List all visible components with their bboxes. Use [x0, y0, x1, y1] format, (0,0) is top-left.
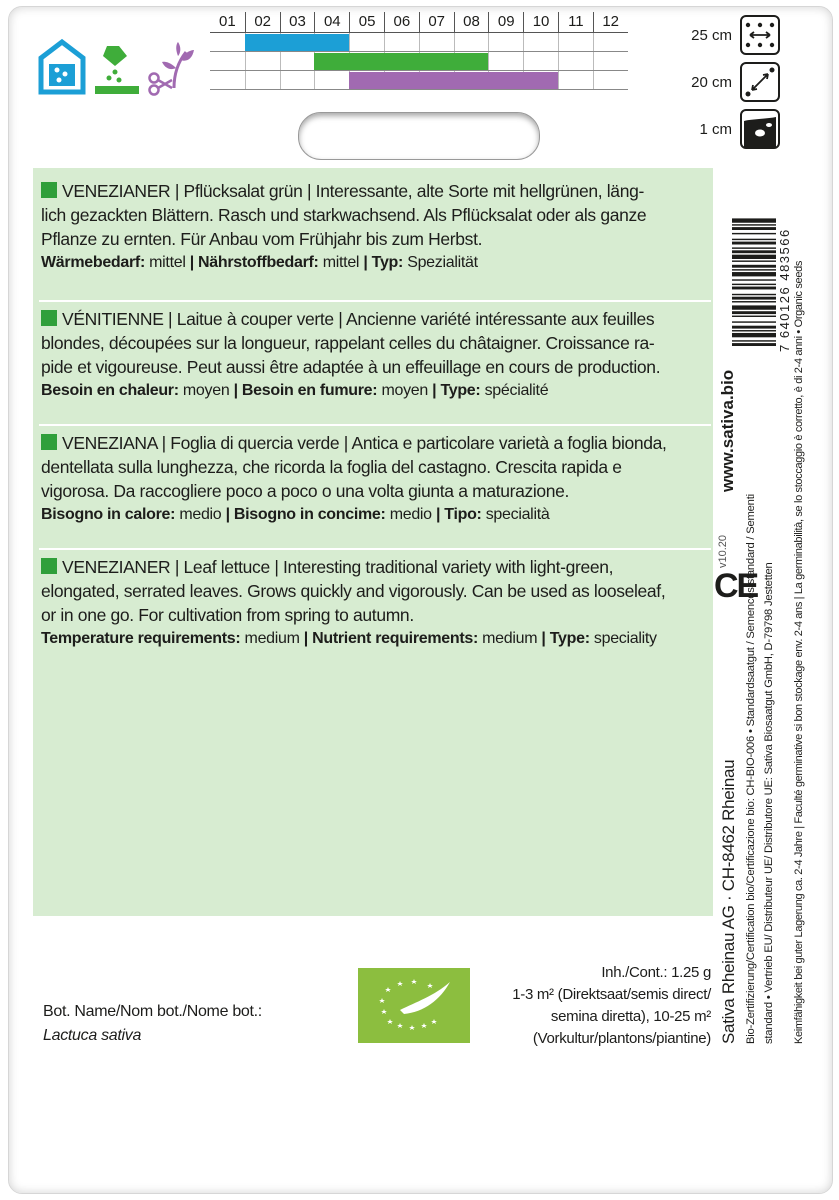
barcode-icon	[732, 168, 776, 348]
contents-area-semina: semina diretta), 10-25 m²	[550, 1008, 711, 1025]
barcode-bar	[732, 279, 776, 280]
section-separator	[39, 548, 711, 550]
description-line	[41, 580, 713, 604]
requirement-value: mittel	[149, 254, 186, 272]
certification-text-2: standard • Vertrieb EU/ Distributeur UE/ Distributore UE: Sativa Biosaatgut GmbH, D-79798 Jestetten	[763, 562, 775, 1044]
requirements-line	[41, 503, 713, 527]
description-text: lich gezackten Blättern. Rasch und starkwachsend. Als Pflücksalat oder als ganze	[41, 204, 647, 225]
ce-mark: CE	[714, 567, 758, 605]
description-line	[41, 432, 713, 456]
germination-text: Keimfähigkeit bei guter Lagerung ca. 2-4 Jahre | Faculté germinative si bon stockage env. 2-4 ans | La germinabilità, se lo stoccaggio è corretto, è di 2-4 anni • Organic seeds	[793, 260, 805, 1044]
month-11: 11	[558, 12, 593, 32]
description-text: vigorosa. Da raccogliere poco a poco o una volta giunta a maturazione.	[41, 480, 570, 501]
barcode-bar	[732, 297, 776, 300]
month-07: 07	[419, 12, 454, 32]
company-name: Sativa Rheinau AG · CH-8462 Rheinau	[719, 759, 738, 1044]
requirement-value: Spezialität	[407, 254, 478, 272]
calendar-grid	[210, 32, 628, 90]
barcode-bar	[732, 305, 776, 309]
requirement-divider: |	[427, 382, 441, 400]
description-line	[41, 308, 713, 332]
barcode-bar	[732, 316, 776, 317]
barcode-bar	[732, 224, 776, 225]
barcode-bar	[732, 239, 776, 240]
requirement-value: medio	[179, 506, 222, 524]
barcode-bar	[732, 326, 776, 329]
harvest-scissors-icon	[146, 38, 196, 96]
description-line	[41, 604, 713, 628]
requirement-value: mittel	[322, 254, 360, 272]
description-line	[41, 180, 713, 204]
contents-info	[512, 962, 711, 1050]
barcode-bar	[732, 250, 776, 253]
barcode-bar	[732, 218, 776, 222]
month-04: 04	[314, 12, 349, 32]
requirement-divider: |	[431, 506, 445, 524]
description-line	[41, 204, 713, 228]
barcode-bar	[732, 287, 776, 290]
website: www.sativa.bio	[718, 369, 737, 492]
month-06: 06	[384, 12, 419, 32]
plant-spacing-label: 20 cm	[691, 73, 732, 91]
section-separator	[39, 300, 711, 302]
barcode-bar	[732, 233, 776, 234]
contents-area-direct: 1-3 m² (Direktsaat/semis direct/	[512, 986, 711, 1003]
botanical-label: Bot. Name/Nom bot./Nome bot.:	[43, 1003, 262, 1020]
requirement-value: moyen	[381, 382, 428, 400]
requirement-value: speciality	[593, 630, 657, 648]
sowing-depth-icon	[740, 109, 780, 149]
green-square-icon	[41, 310, 57, 326]
description-text: dentellata sulla lunghezza, che ricorda la foglia del castagno. Crescita rapida e	[41, 456, 622, 477]
requirement-label: Type:	[440, 382, 481, 400]
calendar-bar-sowing-indoor	[245, 34, 349, 51]
requirement-divider: |	[221, 506, 234, 524]
month-08: 08	[454, 12, 489, 32]
description-text: pide et vigoureuse. Peut aussi être adaptée à un effeuillage en cours de production.	[41, 356, 661, 377]
requirement-divider: |	[537, 630, 550, 648]
barcode-number: 7 640126 483566	[777, 228, 792, 352]
barcode-bar	[732, 272, 776, 276]
description-line	[41, 456, 713, 480]
requirements-line	[41, 627, 713, 651]
calendar-row-sowing-direct	[210, 52, 628, 71]
description-text: Pflanze zu ernten. Für Anbau vom Frühjahr bis zum Herbst.	[41, 228, 483, 249]
botanical-name	[43, 1000, 262, 1048]
plant-spacing-icon	[740, 62, 780, 102]
requirement-value: medium	[244, 630, 300, 648]
requirement-label: Nutrient requirements:	[312, 630, 478, 648]
green-square-icon	[41, 434, 57, 450]
requirement-value: medium	[482, 630, 538, 648]
requirement-label: Wärmebedarf:	[41, 254, 145, 272]
description-text: or in one go. For cultivation from spring to autumn.	[41, 604, 414, 625]
barcode-bar	[732, 269, 776, 270]
requirement-label: Typ:	[371, 254, 404, 272]
requirement-divider: |	[229, 382, 242, 400]
requirement-label: Bisogno in calore:	[41, 506, 176, 524]
description-text: blondes, découpées sur la longueur, rappelant celles du châtaigner. Croissance ra-	[41, 332, 655, 353]
barcode-bar	[732, 260, 776, 261]
description-line	[41, 480, 713, 504]
requirement-value: spécialité	[484, 382, 549, 400]
requirement-value: medio	[389, 506, 432, 524]
month-09: 09	[488, 12, 523, 32]
requirement-divider: |	[359, 254, 372, 272]
contents-area-plantons: (Vorkultur/plantons/piantine)	[532, 1030, 711, 1047]
requirements-line	[41, 251, 713, 275]
certification-text-1: Bio-Zertifizierung/Certification bio/Certificazione bio: CH-BIO-006 • Standardsaatgut / Semences standard / Sementi	[745, 494, 757, 1044]
requirements-line	[41, 379, 713, 403]
botanical-latin: Lactuca sativa	[43, 1027, 142, 1044]
barcode-bar	[732, 340, 776, 341]
month-02: 02	[245, 12, 280, 32]
month-12: 12	[593, 12, 628, 32]
eu-organic-logo	[358, 968, 470, 1043]
requirement-value: specialità	[485, 506, 550, 524]
hang-hole	[298, 112, 540, 160]
month-05: 05	[349, 12, 384, 32]
section-separator	[39, 424, 711, 426]
green-square-icon	[41, 558, 57, 574]
requirement-label: Nährstoffbedarf:	[198, 254, 319, 272]
barcode-bar	[732, 321, 776, 322]
calendar-bar-harvest	[349, 72, 558, 89]
description-line	[41, 556, 713, 580]
description-text: VENEZIANER | Pflücksalat grün | Interessante, alte Sorte mit hellgrünen, läng-	[62, 181, 644, 201]
requirement-divider: |	[185, 254, 199, 272]
contents-weight: Inh./Cont.: 1.25 g	[601, 964, 711, 981]
barcode-bar	[732, 247, 776, 248]
barcode-bar	[732, 343, 776, 346]
row-spacing-icon	[740, 15, 780, 55]
barcode-bar	[732, 301, 776, 302]
requirement-label: Besoin en chaleur:	[41, 382, 179, 400]
description-text: VENEZIANA | Foglia di quercia verde | Antica e particolare varietà a foglia bionda,	[62, 433, 667, 453]
barcode-bar	[732, 255, 776, 259]
description-text: VENEZIANER | Leaf lettuce | Interesting traditional variety with light-green,	[62, 557, 614, 577]
requirement-label: Tipo:	[444, 506, 482, 524]
green-square-icon	[41, 182, 57, 198]
barcode-bar	[732, 227, 776, 230]
calendar-bar-sowing-direct	[314, 53, 488, 70]
description-panel	[33, 168, 713, 916]
description-text: elongated, serrated leaves. Grows quickly and vigorously. Can be used as looseleaf,	[41, 580, 666, 601]
month-10: 10	[523, 12, 558, 32]
description-text: VÉNITIENNE | Laitue à couper verte | Ancienne variété intéressante aux feuilles	[62, 309, 655, 329]
barcode-bar	[732, 330, 776, 331]
calendar-row-sowing-indoor	[210, 33, 628, 52]
description-line	[41, 332, 713, 356]
month-01: 01	[219, 13, 236, 30]
barcode-bar	[732, 284, 776, 285]
requirement-label: Type:	[549, 630, 590, 648]
requirement-value: moyen	[182, 382, 230, 400]
greenhouse-sowing-icon	[37, 38, 87, 96]
row-spacing-label: 25 cm	[691, 26, 732, 44]
barcode-bar	[732, 242, 776, 245]
variety-section	[41, 432, 713, 527]
version: v10.20	[717, 534, 729, 568]
barcode-bar	[732, 333, 776, 337]
variety-section	[41, 180, 713, 275]
barcode-bar	[732, 265, 776, 268]
requirement-label: Temperature requirements:	[41, 630, 241, 648]
description-line	[41, 356, 713, 380]
calendar-row-harvest	[210, 71, 628, 90]
barcode-bar	[732, 294, 776, 295]
description-line	[41, 228, 713, 252]
direct-sowing-icon	[93, 42, 143, 96]
requirement-label: Besoin en fumure:	[241, 382, 378, 400]
variety-section	[41, 308, 713, 403]
variety-section	[41, 556, 713, 651]
sowing-depth-label: 1 cm	[699, 120, 732, 138]
sowing-calendar	[210, 12, 628, 90]
month-03: 03	[280, 12, 315, 32]
requirement-divider: |	[299, 630, 313, 648]
requirement-label: Bisogno in concime:	[233, 506, 386, 524]
barcode-bar	[732, 311, 776, 314]
